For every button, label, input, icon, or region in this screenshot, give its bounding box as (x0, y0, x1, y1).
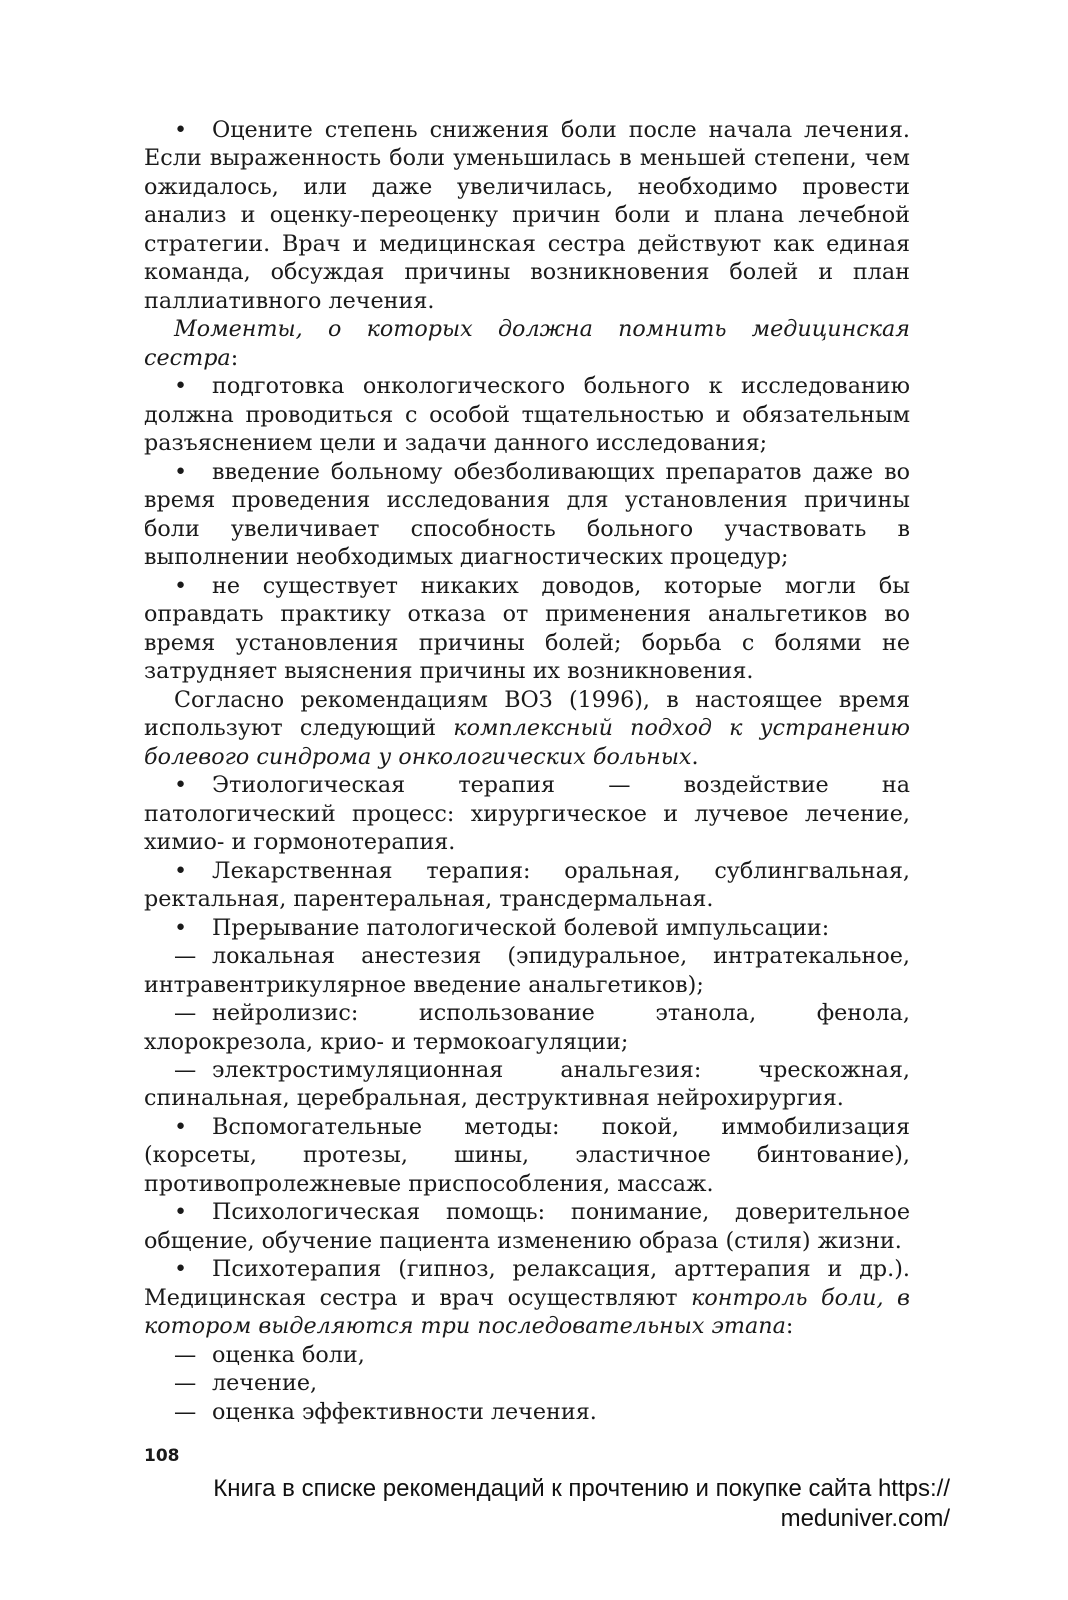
bullet-paragraph (144, 914, 910, 942)
paragraph-text: Вспомогательные методы: покой, иммобилизация (корсеты, протезы, шины, эластичное бинтование), противопролежневые приспособления, массаж. (144, 1113, 910, 1197)
paragraph-tail: : (230, 344, 239, 371)
bullet-paragraph (144, 1113, 910, 1198)
paragraph-text: электростимуляционная анальгезия: чрескожная, спинальная, церебральная, деструктивная нейрохирургия. (144, 1056, 910, 1112)
paragraph-text: подготовка онкологического больного к исследованию должна проводиться с особой тщательностью и обязательным разъяснением цели и задачи данного исследования; (144, 373, 910, 457)
paragraph-text: оценка боли, (212, 1341, 365, 1368)
dash-marker: — (174, 1341, 197, 1368)
paragraph-text: Согласно рекомендациям ВОЗ (1996), в настоящее время используют следующий (144, 686, 910, 742)
bullet-marker: • (174, 914, 188, 941)
bullet-marker: • (174, 117, 188, 143)
who-paragraph (144, 686, 910, 771)
bullet-paragraph (144, 458, 910, 572)
italic-phrase: контроль боли, в котором выделяются три последовательных этапа (144, 1284, 911, 1340)
dash-paragraph (144, 1341, 910, 1369)
page-body (144, 116, 910, 1426)
bullet-paragraph (144, 372, 910, 457)
bullet-paragraph (144, 1198, 910, 1255)
paragraph-text: оценка эффективности лечения. (212, 1398, 597, 1425)
bullet-paragraph (144, 857, 910, 914)
dash-marker: — (174, 1056, 197, 1083)
bullet-paragraph (144, 572, 910, 686)
paragraph-text: Лекарственная терапия: оральная, сублингвальная, ректальная, парентеральная, трансдермальная. (144, 857, 910, 913)
paragraph-text: Этиологическая терапия — воздействие на патологический процесс: хирургическое и лучевое лечение, химио- и гормонотерапия. (144, 772, 910, 856)
dash-paragraph (144, 999, 910, 1056)
paragraph-tail: : (785, 1313, 794, 1340)
paragraph-text: Психологическая помощь: понимание, доверительное общение, обучение пациента изменению образа (стиля) жизни. (144, 1199, 910, 1254)
footer-note (140, 1474, 950, 1534)
paragraph-tail: . (691, 743, 699, 770)
paragraph-text: Оцените степень снижения боли после начала лечения. Если выраженность боли уменьшилась в меньшей степени, чем ожидалось, или даже увеличилась, необходимо провести анализ и оценку-переоценку причин боли и плана лечебной стратегии. Врач и медицинская сестра действуют как единая команда, обсуждая причины возникновения болей и план паллиативного лечения. (144, 117, 910, 314)
dash-paragraph (144, 942, 910, 999)
bullet-marker: • (174, 1199, 188, 1226)
dash-paragraph (144, 1056, 910, 1113)
paragraph-text: Прерывание патологической болевой импульсации: (212, 914, 830, 941)
paragraph-text: нейролизис: использование этанола, фенола, хлорокрезола, крио- и термокоагуляции; (144, 1000, 910, 1055)
bullet-paragraph (144, 771, 910, 856)
dash-marker: — (174, 943, 197, 970)
footer-line-2: meduniver.com/ (780, 1505, 950, 1532)
page-number: 108 (144, 1446, 180, 1466)
paragraph-text: локальная анестезия (эпидуральное, интратекальное, интравентрикулярное введение анальгетиков); (144, 943, 910, 998)
bullet-marker: • (174, 458, 188, 485)
italic-lead-paragraph (144, 315, 910, 372)
italic-phrase: комплексный подход к устранению болевого синдрома у онкологических больных (144, 715, 910, 770)
bullet-marker: • (174, 772, 188, 799)
footer-line-1: Книга в списке рекомендаций к прочтению и покупке сайта https:// (213, 1475, 950, 1502)
dash-marker: — (174, 1370, 197, 1397)
bullet-marker: • (174, 1113, 188, 1140)
paragraph-text: лечение, (212, 1370, 318, 1397)
dash-marker: — (174, 1000, 197, 1027)
body-text (144, 116, 910, 1426)
dash-paragraph (144, 1398, 910, 1426)
dash-paragraph (144, 1369, 910, 1397)
bullet-marker: • (174, 857, 188, 884)
paragraph-text: не существует никаких доводов, которые могли бы оправдать практику отказа от применения анальгетиков во время установления причины болей; борьба с болями не затрудняет выяснения причины их возникновения. (144, 572, 910, 685)
bullet-paragraph (144, 1255, 910, 1340)
dash-marker: — (174, 1398, 197, 1425)
paragraph-text: Психотерапия (гипноз, релаксация, арттерапия и др.). Медицинская сестра и врач осуществляют (144, 1256, 910, 1311)
italic-lead-text: Моменты, о которых должна помнить медицинская сестра (144, 316, 910, 371)
bullet-marker: • (174, 1256, 188, 1283)
bullet-marker: • (174, 373, 188, 400)
bullet-paragraph (144, 116, 910, 315)
paragraph-text: введение больному обезболивающих препаратов даже во время проведения исследования для установления причины боли увеличивает способность больного участвовать в выполнении необходимых диагностических процедур; (144, 458, 910, 571)
bullet-marker: • (174, 572, 188, 599)
